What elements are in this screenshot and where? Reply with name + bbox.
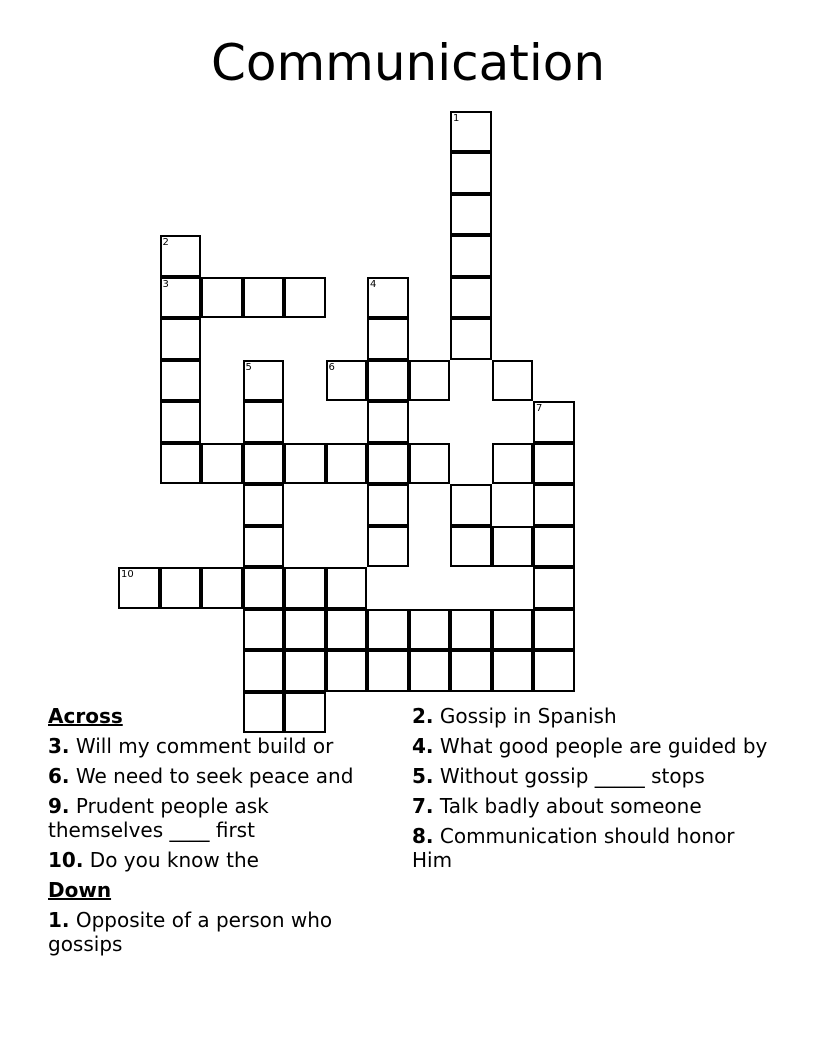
grid-cell[interactable]: [160, 360, 202, 402]
grid-cell[interactable]: [409, 609, 451, 651]
grid-cell[interactable]: [492, 526, 534, 568]
puzzle-title: Communication: [210, 34, 606, 92]
clues-left-column: [48, 704, 388, 962]
grid-cell[interactable]: [492, 443, 534, 485]
grid-cell[interactable]: [450, 526, 492, 568]
grid-cell[interactable]: [160, 443, 202, 485]
grid-cell[interactable]: [326, 567, 368, 609]
clue-item: [48, 764, 388, 788]
grid-cell[interactable]: [450, 318, 492, 360]
grid-cell[interactable]: [533, 484, 575, 526]
grid-cell[interactable]: [450, 650, 492, 692]
clue-text: We need to seek peace and: [69, 764, 354, 788]
grid-cell[interactable]: [243, 360, 285, 402]
grid-cell[interactable]: [492, 609, 534, 651]
clue-item: [48, 848, 388, 872]
clue-number-label: 5.: [412, 764, 434, 788]
clue-number: 4: [370, 278, 377, 290]
grid-cell[interactable]: [160, 318, 202, 360]
grid-cell[interactable]: [367, 526, 409, 568]
down-clue-list-right: [412, 704, 772, 872]
grid-cell[interactable]: [450, 484, 492, 526]
grid-cell[interactable]: [243, 526, 285, 568]
clue-item: [48, 734, 388, 758]
clue-text: Prudent people ask themselves ____ first: [48, 794, 269, 842]
grid-cell[interactable]: [450, 277, 492, 319]
clue-text: Talk badly about someone: [433, 794, 702, 818]
grid-cell[interactable]: [367, 401, 409, 443]
clue-item: [412, 734, 772, 758]
grid-cell[interactable]: [450, 152, 492, 194]
grid-cell[interactable]: [243, 609, 285, 651]
grid-cell[interactable]: [243, 567, 285, 609]
grid-cell[interactable]: [492, 650, 534, 692]
clue-text: Communication should honor Him: [412, 824, 735, 872]
clue-number: 2: [162, 237, 169, 248]
clue-number-label: 3.: [48, 734, 70, 758]
grid-cell[interactable]: [284, 567, 326, 609]
clue-number: 3: [162, 278, 169, 290]
grid-cell[interactable]: [160, 401, 202, 443]
grid-cell[interactable]: [284, 609, 326, 651]
clue-number-label: 10.: [48, 848, 84, 872]
clue-text: Will my comment build or: [69, 734, 334, 758]
grid-cell[interactable]: [533, 567, 575, 609]
grid-cell[interactable]: [367, 650, 409, 692]
grid-cell[interactable]: [367, 609, 409, 651]
grid-cell[interactable]: [243, 650, 285, 692]
grid-cell[interactable]: [160, 567, 202, 609]
grid-cell[interactable]: [160, 277, 202, 319]
clue-number: 6: [328, 361, 335, 373]
clue-number: 10: [121, 569, 134, 580]
clue-number: 7: [536, 403, 543, 414]
across-heading: Across: [48, 704, 123, 728]
across-clue-list: [48, 734, 388, 872]
grid-cell[interactable]: [201, 567, 243, 609]
grid-cell[interactable]: [450, 235, 492, 277]
clue-number-label: 6.: [48, 764, 70, 788]
grid-cell[interactable]: [533, 609, 575, 651]
grid-cell[interactable]: [492, 360, 534, 402]
clue-number: 5: [245, 361, 252, 373]
clue-number-label: 2.: [412, 704, 434, 728]
clue-item: [48, 908, 388, 956]
grid-cell[interactable]: [160, 235, 202, 277]
clue-number-label: 7.: [412, 794, 434, 818]
grid-cell[interactable]: [243, 277, 285, 319]
grid-cell[interactable]: [243, 484, 285, 526]
grid-cell[interactable]: [409, 360, 451, 402]
grid-cell[interactable]: [450, 194, 492, 236]
grid-cell[interactable]: [284, 650, 326, 692]
grid-cell[interactable]: [367, 277, 409, 319]
grid-cell[interactable]: [201, 443, 243, 485]
grid-cell[interactable]: [326, 650, 368, 692]
clue-item: [412, 824, 772, 872]
clue-text: Without gossip _____ stops: [433, 764, 705, 788]
grid-cell[interactable]: [409, 650, 451, 692]
grid-cell[interactable]: [243, 443, 285, 485]
grid-cell[interactable]: [533, 401, 575, 443]
grid-cell[interactable]: [118, 567, 160, 609]
grid-cell[interactable]: [326, 360, 368, 402]
grid-cell[interactable]: [450, 609, 492, 651]
down-clue-list-left: [48, 908, 388, 956]
clue-text: Opposite of a person who gossips: [48, 908, 333, 956]
clue-number-label: 4.: [412, 734, 434, 758]
clue-text: What good people are guided by: [433, 734, 768, 758]
clue-number-label: 8.: [412, 824, 434, 848]
grid-cell[interactable]: [326, 443, 368, 485]
grid-cell[interactable]: [284, 443, 326, 485]
grid-cell[interactable]: [243, 401, 285, 443]
grid-cell[interactable]: [533, 443, 575, 485]
grid-cell[interactable]: [367, 360, 409, 402]
clue-number: 1: [453, 112, 460, 124]
clue-number-label: 9.: [48, 794, 70, 818]
grid-cell[interactable]: [367, 443, 409, 485]
clue-item: [412, 794, 772, 818]
clue-text: Do you know the: [83, 848, 259, 872]
grid-cell[interactable]: [409, 443, 451, 485]
grid-cell[interactable]: [450, 111, 492, 153]
grid-cell[interactable]: [533, 526, 575, 568]
grid-cell[interactable]: [533, 650, 575, 692]
clue-item: [48, 794, 388, 842]
grid-cell[interactable]: [201, 277, 243, 319]
down-heading: Down: [48, 878, 112, 902]
clue-text: Gossip in Spanish: [433, 704, 617, 728]
clue-item: [412, 764, 772, 788]
grid-cell[interactable]: [284, 277, 326, 319]
grid-cell[interactable]: [326, 609, 368, 651]
clues-right-column: [412, 704, 772, 878]
clue-item: [412, 704, 772, 728]
grid-cell[interactable]: [367, 318, 409, 360]
clue-number-label: 1.: [48, 908, 70, 932]
grid-cell[interactable]: [367, 484, 409, 526]
